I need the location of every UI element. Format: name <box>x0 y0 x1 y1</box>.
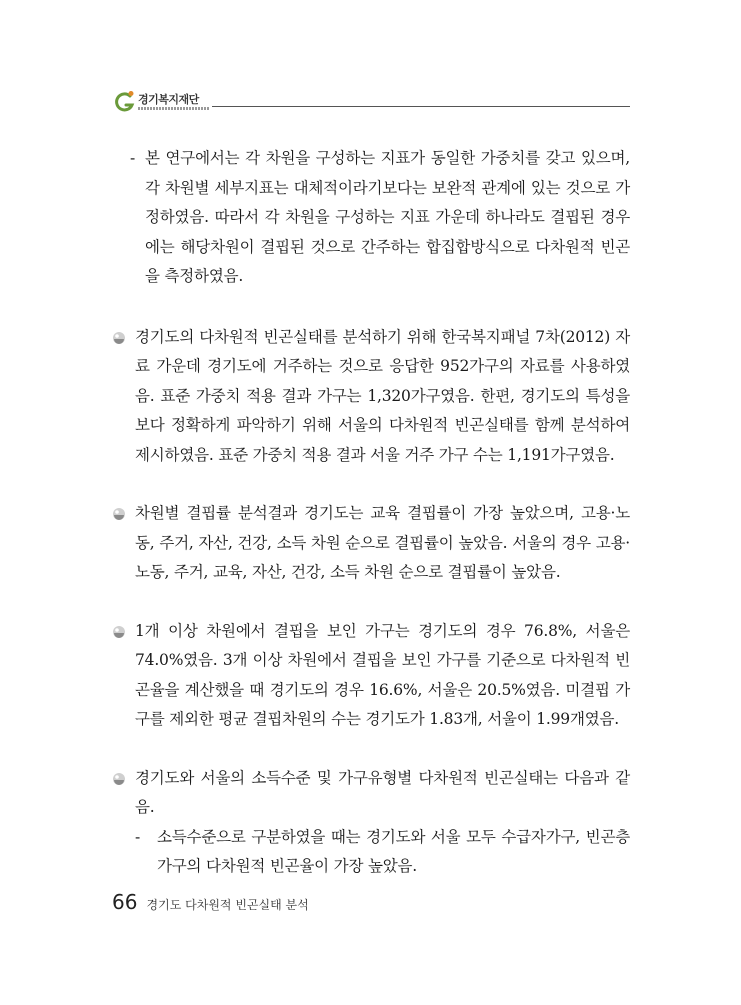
bullet-text-1: 경기도의 다차원적 빈곤실태를 분석하기 위해 한국복지패널 7차(2012) 자료 가운데 경기도에 거주하는 것으로 응답한 952가구의 자료를 사용하였음. 표준 가중치 적용 결과 가구는 1,320가구였음. 한편, 경기도의 특성을 보다 정확하게 파악하기 위해 서울의 다차원적 빈곤실태를 함께 분석하여 제시하였음. 표준 가중치 적용 결과 서울 거주 가구 수는 1,191가구였음. <box>135 327 630 464</box>
bullet-text-4: 경기도와 서울의 소득수준 및 가구유형별 다차원적 빈곤실태는 다음과 같음. <box>135 768 630 816</box>
foundation-subtitle-graphic <box>138 107 210 110</box>
header-divider <box>212 106 630 107</box>
bullet-item-1 <box>110 323 630 471</box>
bullet-icon <box>112 331 126 345</box>
page-header <box>112 86 630 120</box>
dash-marker: - <box>130 149 136 167</box>
bullet-4-dash-item <box>135 823 630 882</box>
bullet-text-2: 차원별 결핍률 분석결과 경기도는 교육 결핍률이 가장 높았으며, 고용·노동, 주거, 자산, 건강, 소득 차원 순으로 결핍률이 높았음. 서울의 경우 고용·노동, 주거, 교육, 자산, 건강, 소득 차원 순으로 결핍률이 높았음. <box>135 504 630 581</box>
page-footer <box>112 890 309 914</box>
document-title: 경기도 다차원적 빈곤실태 분석 <box>146 898 309 912</box>
bullet-item-2 <box>110 499 630 588</box>
page-number: 66 <box>112 890 138 914</box>
intro-dash-text: 본 연구에서는 각 차원을 구성하는 지표가 동일한 가중치를 갖고 있으며, 각 차원별 세부지표는 대체적이라기보다는 보완적 관계에 있는 것으로 가정하였음. 따라서 각 차원을 구성하는 지표 가운데 하나라도 결핍된 경우에는 해당차원이 결핍된 것으로 간주하는 합집합방식으로 다차원적 빈곤을 측정하였음. <box>145 149 630 285</box>
bullet-item-3 <box>110 617 630 735</box>
foundation-name: 경기복지재단 <box>138 93 199 106</box>
dash-marker: - <box>135 827 141 846</box>
main-content <box>110 144 630 882</box>
bullet-item-4 <box>110 764 630 823</box>
bullet-icon <box>112 507 126 521</box>
bullet-text-3: 1개 이상 차원에서 결핍을 보인 가구는 경기도의 경우 76.8%, 서울은 74.0%였음. 3개 이상 차원에서 결핍을 보인 가구를 기준으로 다차원적 빈곤율을 계산했을 때 경기도의 경우 16.6%, 서울은 20.5%였음. 미결핍 가구를 제외한 평균 결핍차원의 수는 경기도가 1.83개, 서울이 1.99개였음. <box>135 621 630 728</box>
bullet-icon <box>112 772 126 786</box>
bullet-4-dash-text: 소득수준으로 구분하였을 때는 경기도와 서울 모두 수급자가구, 빈곤층 가구의 다차원적 빈곤율이 가장 높았음. <box>157 827 630 875</box>
foundation-logo-icon <box>114 90 136 114</box>
bullet-icon <box>112 625 126 639</box>
foundation-logo <box>112 86 212 120</box>
intro-dash-item <box>110 144 630 292</box>
